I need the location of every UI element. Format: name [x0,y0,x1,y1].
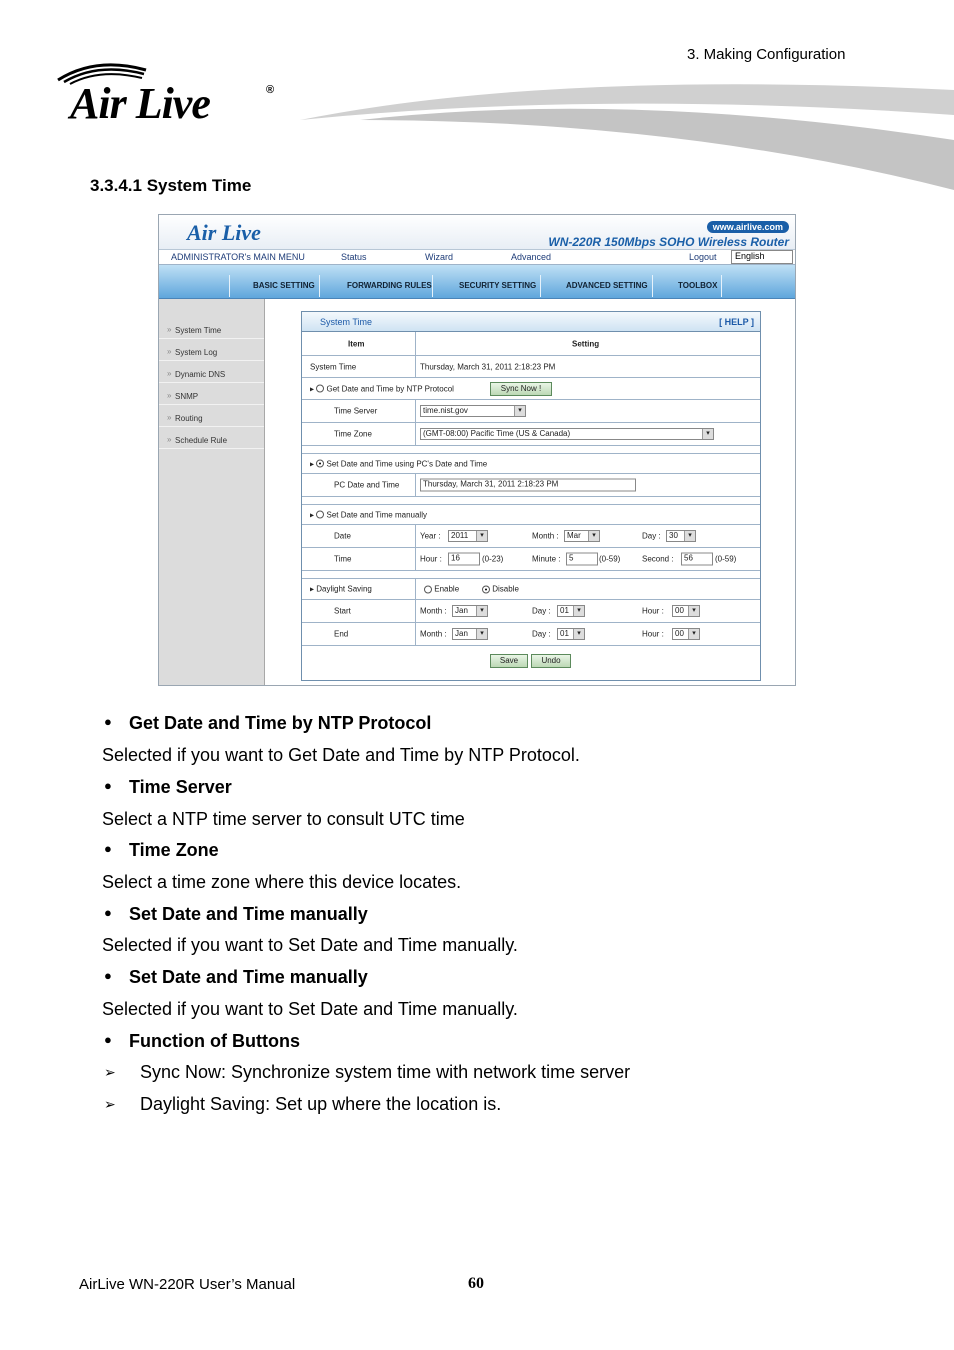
panel-title: System Time [320,317,373,327]
row-date [302,525,760,548]
bullet-text: Selected if you want to Get Date and Time by NTP Protocol. [102,745,580,765]
bullet-heading: ● Time Server [104,777,232,798]
dst-disable-label: Disable [492,584,519,594]
pc-time-radio[interactable] [316,460,324,468]
day-select[interactable]: 30 ▾ [666,530,696,542]
router-menubar [159,249,795,265]
system-time-panel [301,311,761,681]
menu-logout[interactable]: Logout [689,252,717,262]
year-label: Year : [420,531,441,541]
bullet-heading: ● Function of Buttons [104,1031,300,1052]
hour-range: (0-23) [482,554,504,564]
arrow-icon: ➢ [104,1064,116,1080]
tab-forwarding-rules[interactable]: FORWARDING RULES [347,281,432,290]
sidebar-item-schedule-rule[interactable]: » Schedule Rule [159,427,264,449]
time-zone-label: Time Zone [334,429,372,439]
row-dst-end [302,623,760,646]
pc-time-option-label: Set Date and Time using PC's Date and Time [326,459,488,468]
router-sidebar [159,299,265,686]
month-select[interactable]: Mar ▾ [564,530,600,542]
menu-status[interactable]: Status [341,252,367,262]
end-label: End [334,629,349,639]
start-hour-select[interactable]: 00 ▾ [672,605,700,617]
second-input[interactable]: 56 [681,553,713,566]
help-link[interactable]: [ HELP ] [719,317,754,327]
language-select[interactable]: English [731,250,793,264]
bullet-heading: ● Set Date and Time manually [104,967,368,988]
second-label: Second : [642,554,674,564]
router-ui-screenshot [158,214,796,686]
col-setting: Setting [572,339,600,348]
bullet-heading: ● Set Date and Time manually [104,904,368,925]
day-label: Day : [642,531,661,541]
tab-advanced-setting[interactable]: ADVANCED SETTING [566,281,648,290]
row-buttons [302,646,760,676]
end-month-label: Month : [420,629,447,639]
dst-enable-label: Enable [434,584,460,594]
logo-registered-mark: ® [266,84,275,96]
bullet-text: Select a time zone where this device locates. [102,872,462,892]
menu-wizard[interactable]: Wizard [425,252,454,262]
header-wave-decoration [300,80,954,195]
sync-now-button[interactable]: Sync Now ! [490,382,552,396]
sidebar-item-system-time[interactable]: » System Time [159,317,264,339]
bullet-text: Selected if you want to Set Date and Time manually. [102,935,518,955]
row-daylight-saving: ▸ Daylight Saving Enable Disable [302,579,760,600]
time-label: Time [334,554,352,564]
bullet-text: Select a NTP time server to consult UTC time [102,809,465,829]
row-ntp: ▸ Get Date and Time by NTP Protocol Sync Now ! [302,378,760,400]
minute-range: (0-59) [599,554,621,564]
time-zone-select[interactable]: (GMT-08:00) Pacific Time (US & Canada) ▾ [420,428,714,440]
airlive-logo [56,58,286,128]
tab-basic-setting[interactable]: BASIC SETTING [253,281,315,290]
tab-toolbox[interactable]: TOOLBOX [678,281,718,290]
menu-admin[interactable]: ADMINISTRATOR's MAIN MENU [171,252,305,262]
router-url[interactable]: www.airlive.com [707,221,789,233]
row-time-server [302,400,760,423]
bullet-heading: ● Get Date and Time by NTP Protocol [104,713,431,734]
bullet-heading: ● Time Zone [104,840,219,861]
manual-option-label: Set Date and Time manually [326,510,427,519]
undo-button[interactable]: Undo [531,654,571,668]
ntp-label: Get Date and Time by NTP Protocol [326,384,454,393]
pc-date-time-label: PC Date and Time [334,480,400,490]
col-item: Item [348,339,365,348]
year-select[interactable]: 2011 ▾ [448,530,488,542]
start-label: Start [334,606,351,616]
start-month-select[interactable]: Jan ▾ [452,605,488,617]
menu-advanced[interactable]: Advanced [511,252,552,262]
end-month-select[interactable]: Jan ▾ [452,628,488,640]
start-month-label: Month : [420,606,447,616]
panel-header [302,312,760,332]
ntp-radio[interactable] [316,385,324,393]
minute-input[interactable]: 5 [566,553,598,566]
second-range: (0-59) [715,554,737,564]
sidebar-item-dynamic-dns[interactable]: » Dynamic DNS [159,361,264,383]
chapter-title: 3. Making Configuration [687,46,846,63]
sidebar-item-system-log[interactable]: » System Log [159,339,264,361]
sidebar-item-snmp[interactable]: » SNMP [159,383,264,405]
manual-radio[interactable] [316,511,324,519]
table-header-row [302,332,760,356]
sidebar-item-routing[interactable]: » Routing [159,405,264,427]
bullet-text: Selected if you want to Set Date and Time manually. [102,999,518,1019]
time-server-label: Time Server [334,406,378,416]
time-server-select[interactable]: time.nist.gov ▾ [420,405,526,417]
dst-enable-radio[interactable] [424,585,432,593]
section-title: 3.3.4.1 System Time [90,176,252,195]
hour-label: Hour : [420,554,442,564]
page-number: 60 [468,1275,484,1292]
sub-item: ➢ Daylight Saving: Set up where the location is. [104,1094,502,1114]
row-system-time [302,356,760,378]
start-day-label: Day : [532,606,551,616]
minute-label: Minute : [532,554,561,564]
row-time [302,548,760,571]
start-hour-label: Hour : [642,606,664,616]
pc-date-time-field: Thursday, March 31, 2011 2:18:23 PM [420,479,636,492]
save-button[interactable]: Save [490,654,528,668]
row-dst-start [302,600,760,623]
month-label: Month : [532,531,559,541]
arrow-icon: ➢ [104,1096,116,1112]
end-hour-select[interactable]: 00 ▾ [672,628,700,640]
system-time-value: Thursday, March 31, 2011 2:18:23 PM [420,362,556,371]
logo-text: Air Live [70,79,210,128]
end-day-select[interactable]: 01 ▾ [557,628,585,640]
footer-manual-title: AirLive WN-220R User’s Manual [79,1276,296,1293]
row-pc-date-time [302,474,760,497]
system-time-label: System Time [310,362,357,371]
row-time-zone [302,423,760,446]
sub-item: ➢ Sync Now: Synchronize system time with network time server [104,1062,631,1082]
row-pc-time: ▸ Set Date and Time using PC's Date and Time [302,454,760,474]
date-label: Date [334,531,351,541]
router-banner [159,215,795,249]
start-day-select[interactable]: 01 ▾ [557,605,585,617]
daylight-saving-label: Daylight Saving [316,584,372,594]
dst-disable-radio[interactable] [482,585,490,593]
router-tabbar [159,265,795,299]
end-day-label: Day : [532,629,551,639]
tab-security-setting[interactable]: SECURITY SETTING [459,281,537,290]
row-manual: ▸ Set Date and Time manually [302,505,760,525]
hour-input[interactable]: 16 [448,553,480,566]
router-logo: Air Live [187,220,261,245]
end-hour-label: Hour : [642,629,664,639]
router-model: WN-220R 150Mbps SOHO Wireless Router [548,235,789,249]
